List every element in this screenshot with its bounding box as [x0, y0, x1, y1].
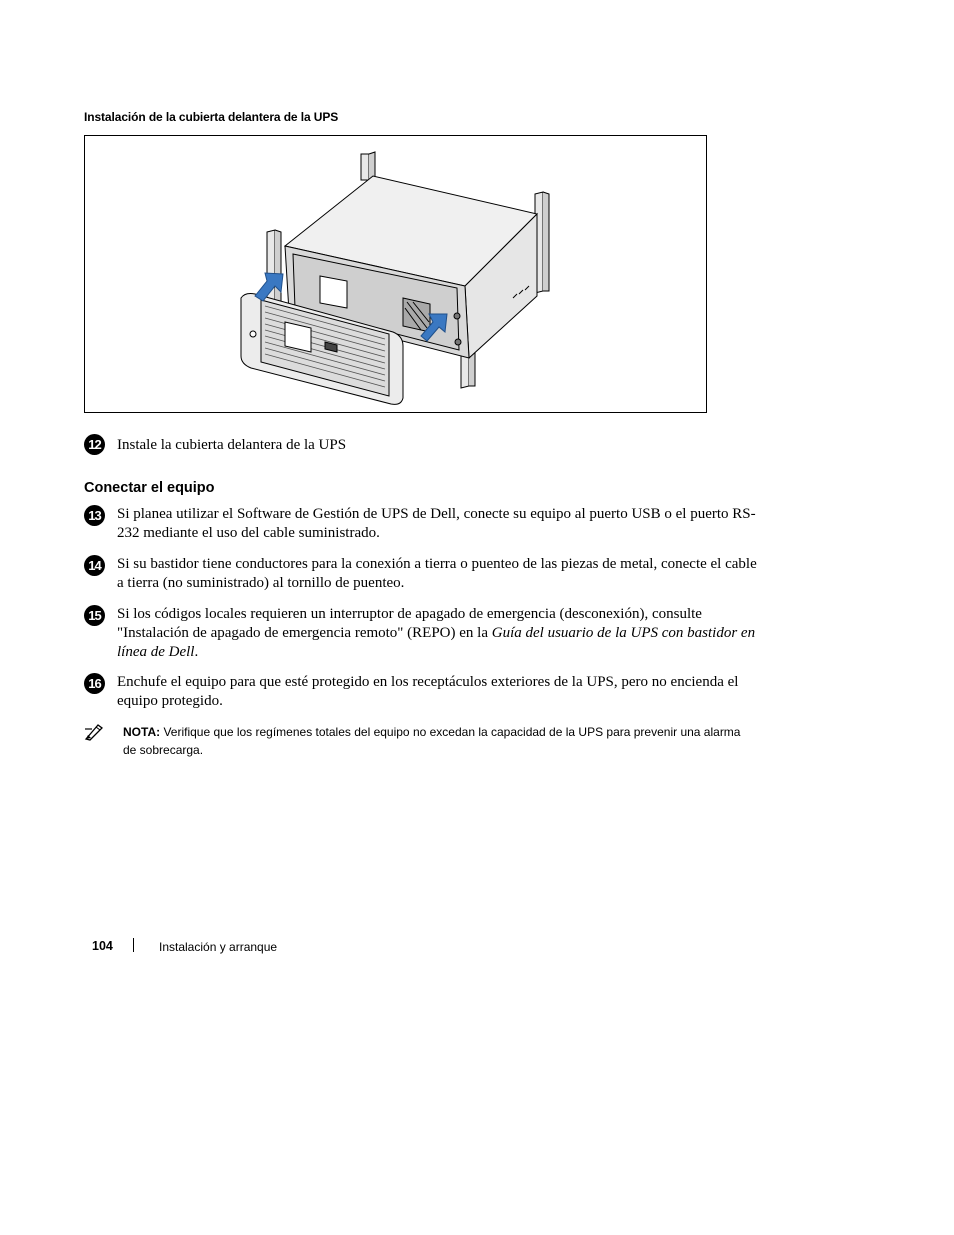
step-text: Enchufe el equipo para que esté protegido en los receptáculos exteriores de la UPS, pero no encienda el equipo protegido.: [117, 674, 739, 709]
pencil-note-icon: [84, 723, 104, 741]
ups-illustration-svg: [85, 136, 708, 414]
step-text: [117, 605, 757, 662]
step-number-badge: 13: [84, 505, 105, 526]
footer-separator: [133, 938, 134, 952]
note-body: Verifique que los regímenes totales del equipo no excedan la capacidad de la UPS para prevenir una alarma de sobrecarga.: [123, 725, 741, 757]
ups-front-cover-illustration: [84, 135, 707, 413]
note-label: NOTA:: [123, 725, 161, 739]
step-text-end: .: [194, 644, 199, 660]
step-text: Si planea utilizar el Software de Gestión de UPS de Dell, conecte su equipo al puerto USB o el puerto RS-232 mediante el uso del cable suministrado.: [117, 506, 756, 541]
user-guide-title: Guía del usuario de la UPS con bastidor en línea de Dell: [117, 625, 756, 660]
section-heading: Conectar el equipo: [84, 480, 215, 496]
figure-caption: Instalación de la cubierta delantera de la UPS: [84, 110, 339, 124]
page-number: 104: [92, 939, 113, 953]
step-text-plain: Si los códigos locales requieren un interruptor de apagado de emergencia (desconexión), consulte "Instalación de apagado de emergencia remoto" (REPO) en la: [117, 606, 702, 641]
step-text: Si su bastidor tiene conductores para la conexión a tierra o puenteo de las piezas de metal, conecte el cable a tierra (no suministrado) al tornillo de puenteo.: [117, 556, 757, 591]
note-text: [123, 723, 748, 759]
step-number-badge: 14: [84, 555, 105, 576]
step-text: Instale la cubierta delantera de la UPS: [117, 437, 347, 453]
step-number-badge: 15: [84, 605, 105, 626]
step-number-badge: 16: [84, 673, 105, 694]
step-number-badge: 12: [84, 434, 105, 455]
chapter-title: Instalación y arranque: [159, 940, 278, 954]
